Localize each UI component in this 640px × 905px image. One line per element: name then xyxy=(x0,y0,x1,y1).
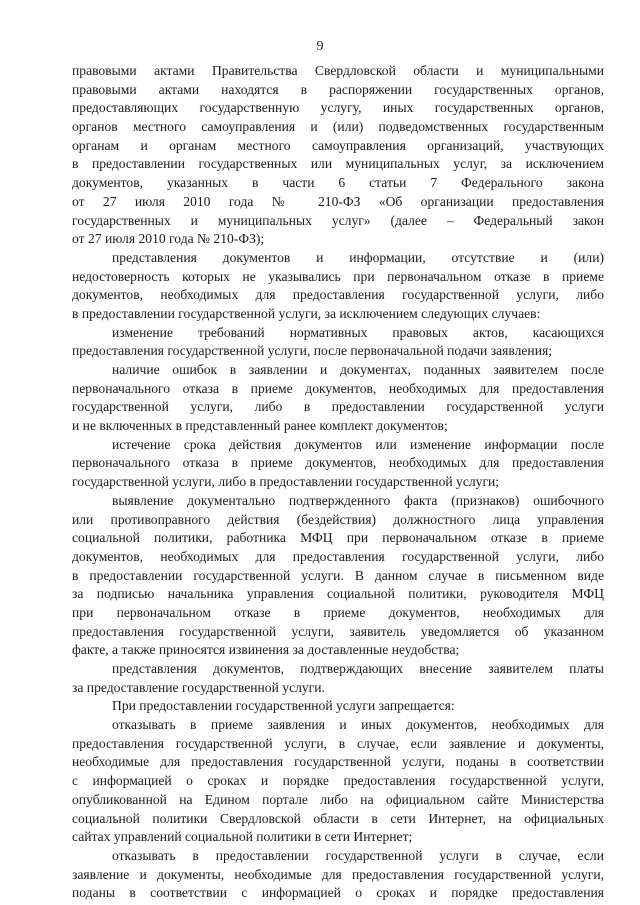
text-line: при первоначальном отказе в приеме документов, необходимых для xyxy=(72,604,604,620)
text-line: от 27 июля 2010 года № 210-ФЗ «Об организации предоставления xyxy=(72,193,604,209)
text-line: государственной услуги, либо в предоставлении государственной услуги; xyxy=(72,474,500,490)
text-line: отказывать в приеме заявления и иных документов, необходимых для xyxy=(112,717,604,733)
text-line: или противоправного действия (бездействия) должностного лица управления xyxy=(72,511,604,527)
text-line: При предоставлении государственной услуги запрещается: xyxy=(112,698,455,714)
text-line: социальной политики Свердловской области в сети Интернет, на официальных xyxy=(72,810,604,826)
text-line: в предоставлении государственных или муниципальных услуг, за исключением xyxy=(72,156,604,172)
text-line: заявление и документы, необходимые для предоставления государственной услуги, xyxy=(72,866,604,882)
text-line: документов, указанных в части 6 статьи 7 Федерального закона xyxy=(72,175,604,191)
text-line: предоставляющих государственную услугу, иных государственных органов, xyxy=(72,100,604,116)
text-line: представления документов, подтверждающих внесение заявителем платы xyxy=(112,661,604,676)
text-line: представления документов и информации, отсутствие и (или) xyxy=(112,249,604,265)
text-line: факте, а также приносятся извинения за доставленные неудобства; xyxy=(72,642,460,658)
text-line: и не включенных в представленный ранее комплект документов; xyxy=(72,418,448,434)
text-line: выявление документально подтвержденного факта (признаков) ошибочного xyxy=(112,492,604,508)
text-line: предоставления государственной услуги, после первоначальной подачи заявления; xyxy=(72,343,553,359)
text-line: опубликованной на Едином портале либо на официальном сайте Министерства xyxy=(72,791,604,807)
text-line: от 27 июля 2010 года № 210-ФЗ); xyxy=(72,231,265,247)
text-line: документов, необходимых для предоставления государственной услуги, либо xyxy=(72,287,604,303)
text-line: правовыми актами Правительства Свердловской области и муниципальными xyxy=(72,63,604,78)
text-line: истечение срока действия документов или изменение информации после xyxy=(112,436,604,452)
text-line: первоначального отказа в приеме документов, необходимых для предоставления xyxy=(72,455,604,471)
text-line: отказывать в предоставлении государственной услуги в случае, если xyxy=(112,847,604,863)
text-line: в предоставлении государственной услуги, за исключением следующих случаев: xyxy=(72,305,541,321)
text-line: поданы в соответствии с информацией о сроках и порядке предоставления xyxy=(72,885,604,901)
text-line: правовыми актами находятся в распоряжении государственных органов, xyxy=(72,81,604,97)
text-line: изменение требований нормативных правовых актов, касающихся xyxy=(112,324,604,340)
text-line: предоставления государственной услуги, заявитель уведомляется об указанном xyxy=(72,623,604,639)
text-line: с информацией о сроках и порядке предоставления государственной услуги, xyxy=(72,773,604,789)
text-line: государственных и муниципальных услуг» (далее – Федеральный закон xyxy=(72,212,604,228)
text-line: органам и органам местного самоуправления организаций, участвующих xyxy=(72,137,604,153)
text-line: сайтах управлений социальной политики в сети Интернет; xyxy=(72,829,413,845)
text-line: документов, необходимых для предоставления государственной услуги, либо xyxy=(72,548,604,564)
text-line: государственной услуги, либо в предоставлении государственной услуги xyxy=(72,399,604,415)
text-line: наличие ошибок в заявлении и документах, поданных заявителем после xyxy=(112,362,604,377)
text-line: предоставления государственной услуги, в случае, если заявление и документы, xyxy=(72,735,604,751)
text-line: за предоставление государственной услуги. xyxy=(72,679,325,695)
text-line: в предоставлении государственной услуги. В данном случае в письменном виде xyxy=(72,567,604,583)
document-body xyxy=(72,62,604,903)
text-line: первоначального отказа в приеме документов, необходимых для предоставления xyxy=(72,380,604,396)
text-line: органов местного самоуправления и (или) подведомственных государственным xyxy=(72,119,604,135)
text-line: недостоверность которых не указывались при первоначальном отказе в приеме xyxy=(72,268,604,284)
text-line: необходимые для предоставления государственной услуги, поданы в соответствии xyxy=(72,754,604,770)
text-line: социальной политики, работника МФЦ при первоначальном отказе в приеме xyxy=(72,530,604,546)
text-line: за подписью начальника управления социальной политики, руководителя МФЦ xyxy=(72,586,604,602)
page-number: 9 xyxy=(316,39,324,54)
